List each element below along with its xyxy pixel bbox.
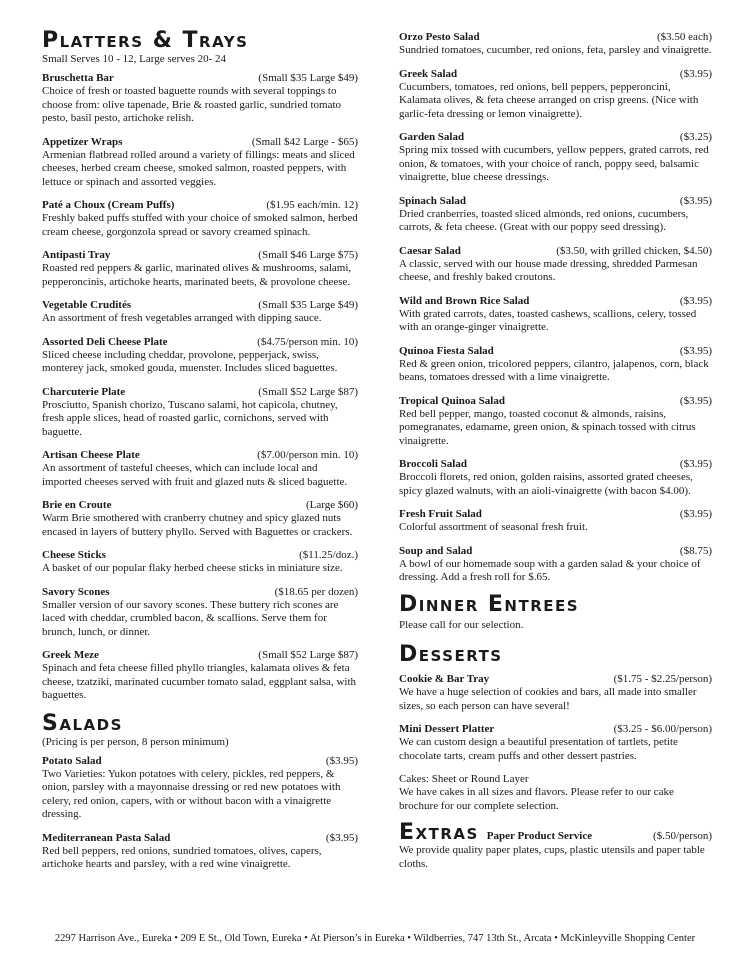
menu-item-name: Mediterranean Pasta Salad xyxy=(42,831,171,844)
menu-item-header xyxy=(399,30,712,44)
extras-desc: We provide quality paper plates, cups, plastic utensils and paper table cloths. xyxy=(399,844,705,870)
extras-item-name: Paper Product Service xyxy=(486,830,593,842)
menu-item-name: Antipasti Tray xyxy=(42,249,111,261)
platters-title: Platters & Trays xyxy=(42,28,249,53)
menu-item-header xyxy=(42,71,358,85)
menu-item-price: ($1.95 each/min. 12) xyxy=(266,199,358,211)
menu-item-name: Quinoa Fiesta Salad xyxy=(399,344,494,357)
menu-item-description: Warm Brie smothered with cranberry chutney and spicy glazed nuts encased in layers of buttery phyllo. Served with Baguettes or crackers. xyxy=(42,512,353,538)
cakes-item xyxy=(399,772,712,813)
menu-item-price: ($3.95) xyxy=(325,754,358,767)
menu-item-header xyxy=(42,135,358,149)
menu-item-name: Garden Salad xyxy=(399,131,465,143)
menu-item-header xyxy=(399,294,712,308)
dinner-title: Dinner Entrees xyxy=(399,591,580,617)
menu-item-name: Mini Dessert Platter xyxy=(399,723,495,735)
menu-item-header xyxy=(399,244,712,258)
cakes-types: : Sheet or Round Layer xyxy=(425,773,529,785)
menu-item xyxy=(399,672,712,713)
menu-item-header xyxy=(42,198,358,212)
menu-item xyxy=(42,71,358,126)
menu-item-description: An assortment of fresh vegetables arranged with dipping sauce. xyxy=(42,312,322,324)
menu-item-price: ($3.25) xyxy=(679,131,712,143)
menu-item-header xyxy=(399,507,712,521)
platters-subtitle: Small Serves 10 - 12, Large serves 20- 24 xyxy=(42,53,227,65)
menu-item-description: We have a huge selection of cookies and bars, all made into smaller sizes, so each person can have several! xyxy=(399,686,697,712)
menu-item-header xyxy=(399,457,712,471)
menu-item-name: Assorted Deli Cheese Plate xyxy=(42,335,168,348)
menu-item-price: ($3.95) xyxy=(679,458,712,470)
menu-item xyxy=(399,244,712,285)
menu-item-description: Red bell pepper, mango, toasted coconut & almonds, raisins, pomegranates, edamame, green onion, & spinach tossed with citrus vinaigrette. xyxy=(399,407,696,447)
menu-item-description: Smaller version of our savory scones. These buttery rich scones are laced with cheddar, crumbled bacon, & scallions. Serve them for brunch, lunch, or dinner. xyxy=(42,598,339,638)
menu-item xyxy=(399,507,712,535)
menu-item-price: ($3.95) xyxy=(325,831,358,844)
right-column xyxy=(399,30,712,871)
menu-item-description: A basket of our popular flaky herbed cheese sticks in miniature size. xyxy=(42,562,343,574)
menu-item-price: ($3.50, with grilled chicken, $4.50) xyxy=(556,244,712,257)
menu-item-name: Spinach Salad xyxy=(399,194,466,207)
menu-item-header xyxy=(42,385,358,399)
salads-left-list xyxy=(42,754,358,872)
cakes-label: Cakes xyxy=(399,773,426,785)
menu-item-name: Caesar Salad xyxy=(399,244,461,257)
menu-item-header xyxy=(399,67,712,81)
menu-item-description: Armenian flatbread rolled around a variety of fillings: meats and sliced cheeses, herbed cream cheese, smoked salmon, roasted peppers, with lettuce or spinach and assorted veggies. xyxy=(42,148,355,188)
menu-item xyxy=(399,722,712,763)
menu-item-price: ($3.95) xyxy=(679,394,712,407)
extras-item-price: ($.50/person) xyxy=(653,830,712,842)
menu-item-description: Freshly baked puffs stuffed with your choice of smoked salmon, herbed cream cheese, gorgonzola spread or savory creamed spinach. xyxy=(42,212,358,238)
menu-item-price: ($3.95) xyxy=(679,508,712,520)
menu-item-price: ($18.65 per dozen) xyxy=(274,585,358,598)
menu-item-price: ($3.25 - $6.00/person) xyxy=(613,723,712,735)
menu-item-description: Prosciutto, Spanish chorizo, Tuscano salami, hot capicola, chutney, fresh apple slices, head of roasted garlic, cornichons, served with baguette. xyxy=(42,398,338,438)
menu-item xyxy=(399,457,712,498)
menu-item xyxy=(399,544,712,585)
menu-item xyxy=(399,194,712,235)
menu-item-name: Appetizer Wraps xyxy=(42,135,123,148)
menu-item-description: Sundried tomatoes, cucumber, red onions, feta, parsley and vinaigrette. xyxy=(399,44,712,56)
menu-item-header xyxy=(399,394,712,408)
menu-item-header xyxy=(42,585,358,599)
menu-item-name: Artisan Cheese Plate xyxy=(42,449,140,461)
menu-item-name: Cookie & Bar Tray xyxy=(399,673,490,685)
menu-item xyxy=(42,548,358,576)
menu-item-description: An assortment of tasteful cheeses, which can include local and imported cheeses served with fruit and glazed nuts & sliced baguette. xyxy=(42,462,348,488)
menu-item-header xyxy=(42,754,358,768)
menu-item-header xyxy=(399,672,712,686)
menu-item xyxy=(42,448,358,489)
menu-item-price: ($8.75) xyxy=(679,544,712,557)
menu-item-description: Colorful assortment of seasonal fresh fruit. xyxy=(399,521,588,533)
menu-item-header xyxy=(399,544,712,558)
menu-item-header xyxy=(42,548,358,562)
menu-item-name: Potato Salad xyxy=(42,754,102,767)
salads-subtitle: (Pricing is per person, 8 person minimum) xyxy=(42,735,229,748)
menu-item-description: Choice of fresh or toasted baguette rounds with several toppings to choose from: olive tapenade, Brie & roasted garlic, sundried tomato pesto, basil pesto, artichoke relish. xyxy=(42,85,342,124)
menu-item xyxy=(399,30,712,58)
salads-right-list xyxy=(399,30,712,585)
menu-item-description: Broccoli florets, red onion, golden raisins, assorted grated cheeses, spicy glazed walnuts, with an aioli-vinaigrette (with bacon $4.00). xyxy=(399,471,693,497)
menu-item-name: Fresh Fruit Salad xyxy=(399,508,482,520)
dinner-note: Please call for our selection. xyxy=(399,618,524,631)
menu-item-name: Charcuterie Plate xyxy=(42,385,126,398)
menu-item-description: Cucumbers, tomatoes, red onions, bell peppers, pepperoncini, Kalamata olives, & feta cheese arranged on crisp greens. (Nice with garlic-feta dressing or lemon vinaigrette). xyxy=(399,80,699,120)
menu-item-description: We can custom design a beautiful presentation of tartlets, petite chocolate tarts, cream puffs and other dessert pastries. xyxy=(399,736,678,762)
menu-item-description: Red bell peppers, red onions, sundried tomatoes, olives, capers, artichoke hearts and parsley, with a red wine vinaigrette. xyxy=(42,844,322,870)
menu-item xyxy=(42,754,358,822)
menu-item xyxy=(399,394,712,449)
menu-item-price: ($3.95) xyxy=(679,294,712,307)
menu-item-price: ($3.50 each) xyxy=(657,31,712,43)
menu-item-header xyxy=(42,498,358,512)
menu-item-header xyxy=(42,298,358,312)
menu-item-header xyxy=(399,194,712,208)
menu-item xyxy=(42,298,358,326)
menu-item xyxy=(399,67,712,122)
menu-item-description: Dried cranberries, toasted sliced almonds, red onions, cucumbers, carrots, & feta cheese. (Great with our poppy seed dressing). xyxy=(399,207,689,233)
menu-item-description: With grated carrots, dates, toasted cashews, scallions, celery, tossed with an orange-ginger vinaigrette. xyxy=(399,307,697,333)
left-column xyxy=(42,30,358,881)
menu-item-header xyxy=(42,448,358,462)
menu-item-name: Greek Salad xyxy=(399,67,458,80)
menu-item-header xyxy=(399,344,712,358)
menu-item-price: (Small $46 Large $75) xyxy=(258,249,358,261)
menu-item-price: ($3.95) xyxy=(679,194,712,207)
menu-item-price: ($3.95) xyxy=(679,67,712,80)
menu-item-name: Greek Meze xyxy=(42,649,99,661)
menu-item-header xyxy=(399,722,712,736)
menu-item-header xyxy=(42,248,358,262)
menu-item-price: (Small $42 Large - $65) xyxy=(251,135,358,148)
menu-item xyxy=(42,198,358,239)
menu-item-description: Roasted red peppers & garlic, marinated olives & mushrooms, salami, pepperoncinis, artichoke hearts, marinated beets, & provolone cheese. xyxy=(42,262,352,288)
cakes-line xyxy=(399,772,712,786)
menu-item-price: (Large $60) xyxy=(305,499,358,511)
menu-item-name: Cheese Sticks xyxy=(42,549,106,561)
menu-item-price: ($11.25/doz.) xyxy=(299,549,358,561)
menu-item-description: Spinach and feta cheese filled phyllo triangles, kalamata olives & feta cheese, tzatziki, marinated cucumber tomato salad, eggplant salsa, with baguettes. xyxy=(42,662,356,701)
menu-item-name: Tropical Quinoa Salad xyxy=(399,394,505,407)
menu-item-header xyxy=(42,648,358,662)
menu-item-name: Wild and Brown Rice Salad xyxy=(399,294,530,307)
menu-item-price: (Small $52 Large $87) xyxy=(258,385,358,398)
menu-item xyxy=(42,385,358,440)
menu-item-name: Orzo Pesto Salad xyxy=(399,31,480,43)
salads-title: Salads xyxy=(42,710,123,736)
menu-item-description: Red & green onion, tricolored peppers, cilantro, jalapenos, corn, black beans, tomatoes dressed with a lime vinaigrette. xyxy=(399,357,709,383)
menu-item-description: A bowl of our homemade soup with a garden salad & your choice of dressing. Add a fresh roll for $.65. xyxy=(399,557,701,583)
menu-item xyxy=(42,831,358,872)
menu-item-name: Soup and Salad xyxy=(399,544,473,557)
menu-item xyxy=(42,135,358,190)
menu-item-price: (Small $35 Large $49) xyxy=(258,72,358,84)
menu-item xyxy=(399,294,712,335)
menu-item-description: A classic, served with our house made dressing, shredded Parmesan cheese, and freshly baked croutons. xyxy=(399,257,698,283)
extras-title: Extras xyxy=(399,820,479,845)
menu-item-price: (Small $52 Large $87) xyxy=(258,649,358,661)
menu-item-description: Sliced cheese including cheddar, provolone, pepperjack, swiss, monterey jack, smoked gouda, muenster. Includes sliced baguettes. xyxy=(42,348,338,374)
menu-item-name: Bruschetta Bar xyxy=(42,72,114,84)
desserts-list xyxy=(399,672,712,763)
menu-item-price: ($4.75/person min. 10) xyxy=(257,335,358,348)
menu-item xyxy=(42,248,358,289)
menu-item xyxy=(399,130,712,185)
footer-locations: 2297 Harrison Ave., Eureka • 209 E St., Old Town, Eureka • At Pierson’s in Eureka • Wildberries, 747 13th St., Arcata • McKinleyville Shopping Center xyxy=(54,933,696,944)
menu-item xyxy=(42,648,358,703)
menu-item xyxy=(42,585,358,640)
menu-item-price: ($1.75 - $2.25/person) xyxy=(613,673,712,685)
menu-item-price: ($3.95) xyxy=(679,344,712,357)
menu-item-description: Spring mix tossed with cucumbers, yellow peppers, grated carrots, red onion, & tomatoes, with your choice of ranch, poppy seed, balsamic vinaigrette, blue cheese dressings. xyxy=(399,144,709,183)
desserts-title: Desserts xyxy=(399,642,503,667)
menu-item-price: ($7.00/person min. 10) xyxy=(257,449,358,461)
cakes-desc: We have cakes in all sizes and flavors. Please refer to our cake brochure for our complete selection. xyxy=(399,786,674,812)
extras-header xyxy=(399,822,712,844)
menu-item-name: Broccoli Salad xyxy=(399,458,467,470)
menu-item-header xyxy=(399,130,712,144)
menu-item-name: Brie en Croute xyxy=(42,499,112,511)
menu-item-description: Two Varieties: Yukon potatoes with celery, pickles, red peppers, & onion, parsley with a mayonnaise dressing or red new potatoes with celery, red onion, capers, with or without bacon with a vinaigrette dressing. xyxy=(42,767,341,820)
platters-list xyxy=(42,71,358,703)
menu-item-header xyxy=(42,335,358,349)
menu-item-name: Paté a Choux (Cream Puffs) xyxy=(42,199,175,211)
menu-item xyxy=(399,344,712,385)
menu-item xyxy=(42,335,358,376)
menu-item xyxy=(42,498,358,539)
menu-item-price: (Small $35 Large $49) xyxy=(258,299,358,311)
menu-item-name: Savory Scones xyxy=(42,585,110,598)
menu-item-header xyxy=(42,831,358,845)
menu-item-name: Vegetable Crudités xyxy=(42,299,132,311)
